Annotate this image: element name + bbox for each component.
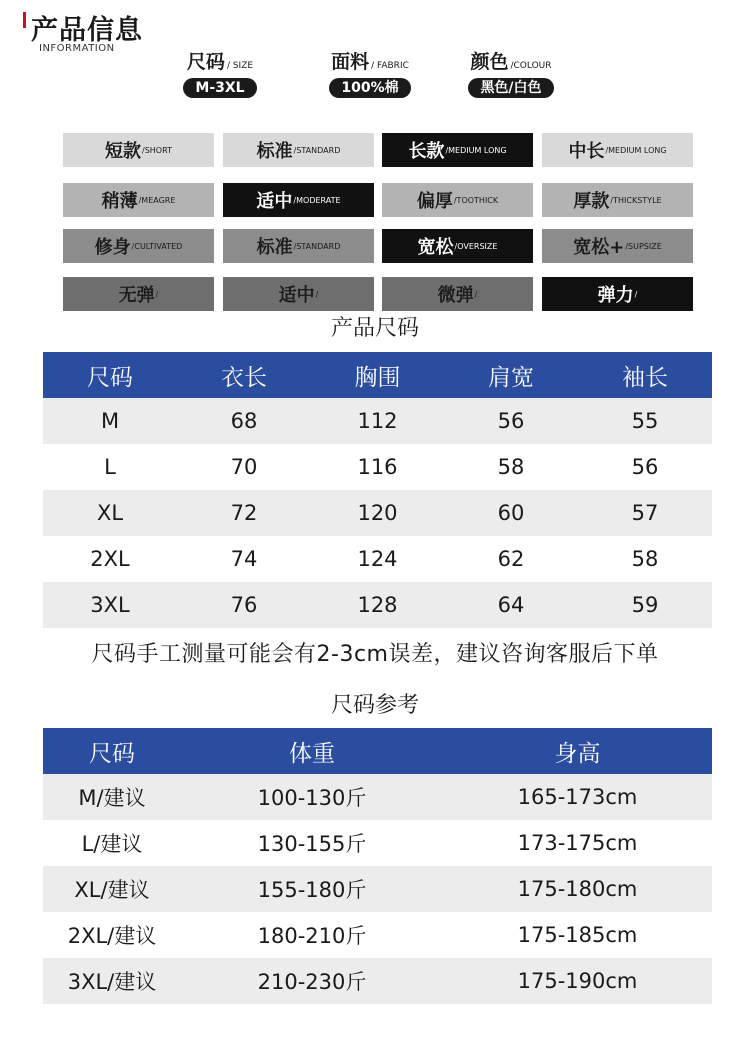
- attribute-cell: [63, 229, 214, 263]
- table-cell: L/建议: [81, 832, 143, 856]
- table-cell: 58: [631, 547, 659, 571]
- measurement-note: 尺码手工测量可能会有2-3cm误差，建议咨询客服后下单: [91, 642, 659, 667]
- table-cell: 56: [631, 455, 659, 479]
- attribute-label: 标准: [256, 237, 293, 258]
- attribute-label-en: /: [155, 289, 159, 299]
- size-table: [43, 352, 712, 628]
- spec-size-label: 尺码 / SIZE: [186, 51, 254, 73]
- attribute-cell: [63, 133, 214, 167]
- attribute-label-en: /TOOTHICK: [453, 195, 499, 205]
- column-header: 身高: [443, 728, 712, 774]
- table-cell: 130-155斤: [257, 832, 367, 856]
- attribute-cell: [382, 229, 533, 263]
- table-cell: 72: [177, 490, 311, 536]
- column-header: 尺码: [43, 728, 181, 774]
- table-cell: 3XL: [43, 582, 177, 628]
- table-row: [43, 912, 712, 958]
- table-cell: 175-190cm: [443, 958, 712, 1004]
- attribute-label-en: /SUPSIZE: [625, 241, 662, 251]
- table-cell: 173-175cm: [517, 831, 638, 855]
- table-cell: XL: [43, 490, 177, 536]
- attribute-label: 宽松: [417, 237, 454, 258]
- attribute-label-en: /MODERATE: [293, 195, 341, 205]
- table-cell: XL/建议: [43, 866, 181, 912]
- attribute-cell: [223, 229, 374, 263]
- attribute-cell: [542, 183, 693, 217]
- size-table-title: 产品尺码: [330, 316, 419, 341]
- table-row: [43, 774, 712, 820]
- attribute-grid: [63, 133, 693, 306]
- attribute-label-en: /CULTIVATED: [131, 241, 183, 251]
- attribute-label: 标准: [256, 141, 293, 162]
- attribute-cell: [542, 133, 693, 167]
- column-header: 袖长: [578, 352, 712, 398]
- table-row: [43, 398, 712, 444]
- table-cell: 64: [444, 582, 578, 628]
- attribute-label: 长款: [408, 141, 445, 162]
- column-header: 尺码: [43, 352, 177, 398]
- attribute-cell: [542, 229, 693, 263]
- attribute-label: 偏厚: [416, 191, 453, 212]
- attribute-label: 适中: [278, 285, 315, 306]
- reference-table: [43, 728, 712, 1004]
- table-row: [43, 582, 712, 628]
- table-cell: M: [43, 398, 177, 444]
- table-cell: L: [104, 455, 116, 479]
- table-cell: 165-173cm: [443, 774, 712, 820]
- reference-table-title: 尺码参考: [330, 693, 419, 718]
- attribute-cell: [63, 277, 214, 311]
- column-header: 衣长: [177, 352, 311, 398]
- column-header: 肩宽: [444, 352, 578, 398]
- table-cell: 62: [497, 547, 525, 571]
- table-cell: 100-130斤: [181, 774, 443, 820]
- attribute-label-en: /: [315, 289, 319, 299]
- attribute-cell: [542, 277, 693, 311]
- table-cell: 56: [444, 398, 578, 444]
- table-cell: 58: [497, 455, 525, 479]
- table-row: [43, 820, 712, 866]
- attribute-cell: [223, 133, 374, 167]
- table-cell: 155-180斤: [181, 866, 443, 912]
- attribute-label-en: /MEAGRE: [138, 195, 176, 205]
- table-cell: 116: [357, 455, 398, 479]
- table-row: [43, 536, 712, 582]
- attribute-label-en: /STANDARD: [293, 241, 341, 251]
- table-cell: 3XL/建议: [43, 958, 181, 1004]
- table-row: [43, 490, 712, 536]
- attribute-label: 厚款: [573, 191, 610, 212]
- attribute-label-en: /STANDARD: [293, 145, 341, 155]
- table-cell: 55: [578, 398, 712, 444]
- attribute-label: 稍薄: [101, 191, 138, 212]
- attribute-label: 宽松+: [573, 237, 625, 258]
- spec-colour: [453, 47, 569, 98]
- attribute-cell: [63, 183, 214, 217]
- attribute-label: 微弹: [437, 285, 474, 306]
- table-cell: 175-185cm: [517, 923, 638, 947]
- attribute-label-en: /MEDIUM LONG: [605, 145, 667, 155]
- table-row: [43, 958, 712, 1004]
- section-title: 产品信息: [31, 15, 143, 46]
- table-cell: 124: [357, 547, 398, 571]
- column-header: 体重: [181, 728, 443, 774]
- spec-size: [170, 47, 270, 98]
- attribute-label: 短款: [105, 141, 142, 162]
- table-cell: 180-210斤: [257, 924, 367, 948]
- attribute-cell: [382, 133, 533, 167]
- table-cell: 74: [230, 547, 258, 571]
- spec-fabric-label: 面料 / FABRIC: [331, 51, 409, 73]
- table-cell: 76: [177, 582, 311, 628]
- attribute-cell: [223, 277, 374, 311]
- table-cell: 210-230斤: [181, 958, 443, 1004]
- column-header: 胸围: [311, 352, 444, 398]
- attribute-cell: [223, 183, 374, 217]
- attribute-label-en: /MEDIUM LONG: [445, 145, 507, 155]
- attribute-label: 中长: [568, 141, 605, 162]
- spec-colour-label: 颜色 /COLOUR: [470, 51, 552, 73]
- title-accent-bar: [23, 12, 26, 28]
- table-cell: 120: [311, 490, 444, 536]
- table-cell: 2XL/建议: [67, 924, 157, 948]
- table-cell: 68: [177, 398, 311, 444]
- table-cell: 112: [311, 398, 444, 444]
- table-cell: 70: [230, 455, 258, 479]
- table-cell: 59: [578, 582, 712, 628]
- spec-size-value: M-3XL: [183, 78, 256, 98]
- table-cell: 57: [578, 490, 712, 536]
- table-row: [43, 444, 712, 490]
- attribute-label-en: /OVERSIZE: [454, 241, 498, 251]
- spec-colour-value: 黑色/白色: [468, 78, 553, 98]
- table-cell: M/建议: [43, 774, 181, 820]
- attribute-label-en: /SHORT: [142, 145, 172, 155]
- spec-fabric: [310, 47, 430, 98]
- attribute-label: 适中: [256, 191, 293, 212]
- table-cell: 60: [444, 490, 578, 536]
- table-cell: 175-180cm: [443, 866, 712, 912]
- attribute-label-en: /THICKSTYLE: [610, 195, 662, 205]
- table-cell: 2XL: [90, 547, 130, 571]
- attribute-label: 无弹: [118, 285, 155, 306]
- table-row: [43, 866, 712, 912]
- attribute-label-en: /: [474, 289, 478, 299]
- table-cell: 128: [311, 582, 444, 628]
- attribute-label: 修身: [94, 237, 131, 258]
- attribute-label-en: /: [634, 289, 638, 299]
- attribute-cell: [382, 277, 533, 311]
- attribute-cell: [382, 183, 533, 217]
- attribute-label: 弹力: [597, 285, 634, 306]
- spec-fabric-value: 100%棉: [329, 78, 410, 98]
- section-subtitle: INFORMATION: [39, 43, 115, 54]
